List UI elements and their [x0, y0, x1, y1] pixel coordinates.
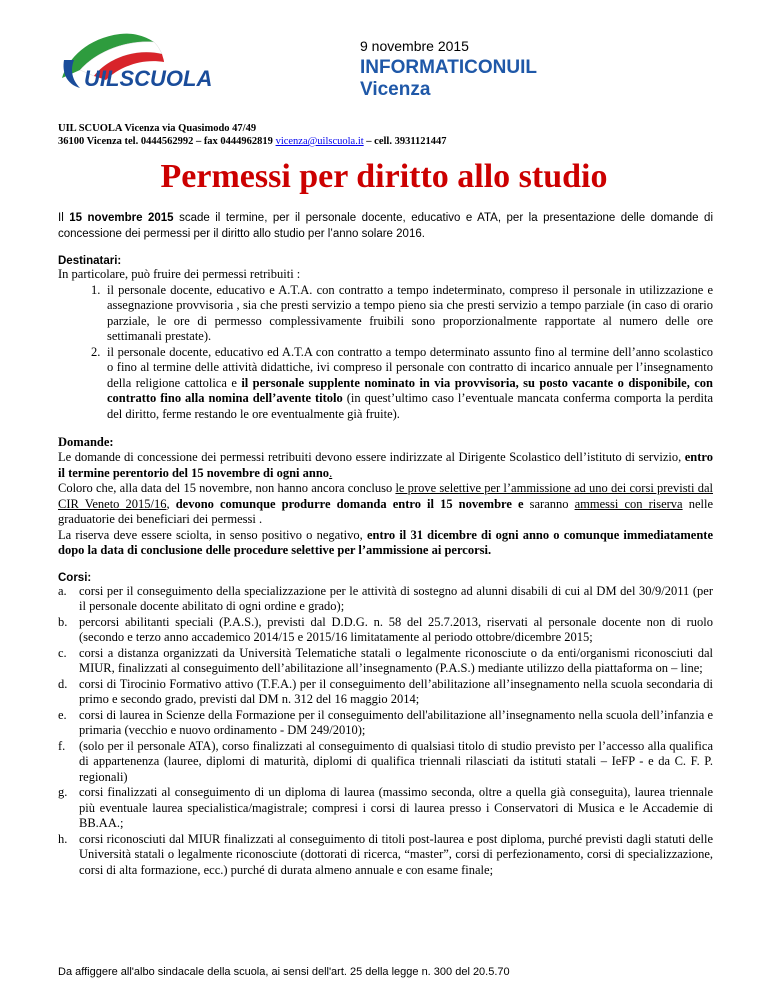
corsi-list — [58, 584, 713, 879]
text: Coloro che, alla data del 15 novembre, non hanno ancora concluso — [58, 481, 396, 495]
page-footer: Da affiggere all'albo sindacale della scuola, ai sensi dell'art. 25 della legge n. 300 del 20.5.70 — [58, 966, 510, 978]
list-item-text: corsi riconosciuti dal MIUR finalizzati al conseguimento di titoli post-laurea e post diploma, purché previsti dagli statuti delle Università statali o legalmente riconosciute (dottorati di ricerca, “master”, corsi di perfezionamento, corsi di specializzazione, corsi di alta formazione, ecc.) purché di durata almeno annuale e con esame finale; — [79, 831, 713, 877]
list-item-text: (solo per il personale ATA), corso finalizzati al conseguimento di qualsiasi titolo di studio previsto per l’accesso alla qualifica di appartenenza (lauree, diplomi di maturità, diplomi di qualifica triennali rilasciati da istituti statali – IeFP - e da C. F. P. regionali) — [79, 738, 713, 784]
underlined-text: ammessi con riserva — [574, 496, 683, 511]
list-item — [58, 677, 713, 708]
issue-date: 9 novembre 2015 — [360, 38, 469, 54]
text: La riserva deve essere sciolta, in senso positivo o negativo, — [58, 527, 367, 542]
list-item — [58, 283, 713, 345]
text: . — [329, 465, 333, 480]
newsletter-name: INFORMATICONUIL — [360, 57, 537, 78]
newsletter-header — [360, 38, 537, 101]
list-item-text: corsi di laurea in Scienze della Formazione per il conseguimento dell'abilitazione all’insegnamento nella scuola dell’infanzia e primaria (vecchio e nuovo ordinamento - DM 249/2010); — [79, 707, 713, 737]
underlined-text: le prove selettive per l’ammissione ad uno dei corsi previsti dal CIR Veneto 2015/16 — [58, 481, 713, 511]
list-letter: d. — [58, 676, 68, 691]
email-link[interactable]: vicenza@uilscuola.it — [275, 136, 364, 147]
contact-address — [58, 122, 447, 148]
list-letter: f. — [58, 738, 66, 753]
address-cell: – cell. 3931121447 — [363, 136, 447, 147]
list-letter: a. — [58, 583, 67, 598]
list-item-text: percorsi abilitanti speciali (P.A.S.), previsti dal D.D.G. n. 58 del 25.7.2013, riservati al personale docente non di ruolo (secondo e terzo anno accademico 2014/15 e 2015/16 limitatamente al periodo ottobre/dicembre 2015; — [79, 614, 713, 644]
address-phone-fax: 36100 Vicenza tel. 0444562992 – fax 0444962819 — [58, 136, 276, 147]
list-letter: e. — [58, 707, 67, 722]
list-item — [58, 832, 713, 879]
list-item — [58, 615, 713, 646]
page-title: Permessi per diritto allo studio — [160, 158, 608, 195]
list-item-bold: il personale supplente nominato in via provvisoria, su posto vacante o disponibile, con contratto fino alla nomina dell’avente titolo — [107, 375, 713, 405]
corsi-heading: Corsi: — [58, 571, 92, 584]
list-item-text: (in quest’ultimo caso l’eventuale mancata conferma comporta la perdita del diritto, ferme restando le ore eventualmente già fruite). — [107, 391, 713, 421]
destinatari-heading: Destinatari: — [58, 255, 122, 267]
list-item-text: corsi a distanza organizzati da Università Telematiche statali o legalmente riconosciute o da enti/organismi riconosciuti dal MIUR, finalizzati al conseguimento dell’abilitazione all’insegnamento (P.A.S.) mediante utilizzo della piattaforma on – line; — [79, 645, 713, 675]
list-item — [58, 584, 713, 615]
text: Le domande di concessione dei permessi retribuiti devono essere indirizzate al Dirigente Scolastico dell’istituto di servizio, — [58, 450, 685, 464]
list-letter: g. — [58, 785, 68, 799]
list-item — [58, 785, 713, 832]
list-item — [58, 345, 713, 423]
list-item-text: corsi per il conseguimento della specializzazione per le attività di sostegno ad alunni disabili di cui al DM del 30/9/2011 (per il personale docente abilitato di ogni ordine e grado); — [79, 583, 713, 613]
intro-deadline: 15 novembre 2015 — [69, 212, 174, 224]
intro-paragraph — [58, 210, 713, 242]
list-item — [58, 739, 713, 786]
bold-text: entro il 31 dicembre di ogni anno o comunque immediatamente dopo la data di conclusione delle procedure selettive per l’ammissione ai percorsi. — [58, 527, 713, 557]
newsletter-city: Vicenza — [360, 79, 431, 100]
list-letter: b. — [58, 614, 68, 629]
list-letter: c. — [58, 645, 67, 660]
text: nelle graduatorie dei beneficiari dei permessi . — [58, 496, 713, 526]
domande-paragraph-2 — [58, 481, 713, 528]
list-item-text: il personale docente, educativo e A.T.A. con contratto a tempo indeterminato, compreso il personale in utilizzazione e assegnazione provvisoria , sia che presti servizio a tempo pieno sia che presti servizio a tempo parziale (in caso di orario parziale, le ore di permesso complessivamente fruibili sono proporzionalmente rapportate al numero delle ore settimanali prestate). — [107, 282, 713, 343]
destinatari-list — [58, 283, 713, 423]
list-number: 2. — [91, 344, 101, 359]
address-line-2 — [58, 135, 447, 148]
newsletter-title — [360, 57, 537, 101]
intro-rest: scade il termine, per il personale docente, educativo e ATA, per la presentazione delle domande di concessione dei permessi per il diritto allo studio per l’anno solare 2016. — [58, 212, 713, 240]
italian-flag-wave-icon — [58, 30, 238, 100]
list-letter: h. — [58, 831, 68, 846]
list-item-text: il personale docente, educativo ed A.T.A con contratto a tempo determinato assunto fino al termine dell’anno scolastico o fino al termine delle attività didattiche, ivi compreso il personale con contratto di incarico annuale per l’insegnamento della religione cattolica e — [107, 344, 713, 390]
list-item — [58, 708, 713, 739]
list-item — [58, 646, 713, 677]
destinatari-lead: In particolare, può fruire dei permessi retribuiti : — [58, 267, 301, 281]
intro-lead: Il — [58, 212, 70, 224]
text: , — [166, 496, 176, 511]
deadline-bold: entro il termine perentorio del 15 novembre di ogni anno — [58, 450, 713, 480]
uilscuola-logo — [58, 30, 238, 100]
list-number: 1. — [91, 282, 101, 297]
document-body — [58, 210, 713, 878]
domande-heading: Domande: — [58, 435, 114, 449]
bold-text: devono comunque produrre domanda entro il 15 novembre e — [175, 496, 524, 511]
list-item-text: corsi finalizzati al conseguimento di un diploma di laurea (massimo seconda, oltre a quella già conseguita), laurea triennale più eventuale laurea specialistica/magistrale; compresi i corsi di laurea presso i Conservatori di Musica e le Accademie di BB.AA.; — [79, 785, 713, 830]
list-item-text: corsi di Tirocinio Formativo attivo (T.F.A.) per il conseguimento dell’abilitazione all’insegnamento nella scuola secondaria di primo e secondo grado, previsti dal DM n. 312 del 16 maggio 2014; — [79, 676, 713, 706]
address-line-1: UIL SCUOLA Vicenza via Quasimodo 47/49 — [58, 123, 257, 134]
domande-paragraph-3 — [58, 528, 713, 559]
domande-paragraph-1 — [58, 450, 713, 481]
text: saranno — [523, 496, 575, 511]
logo-wordmark: UILSCUOLA — [84, 66, 213, 91]
